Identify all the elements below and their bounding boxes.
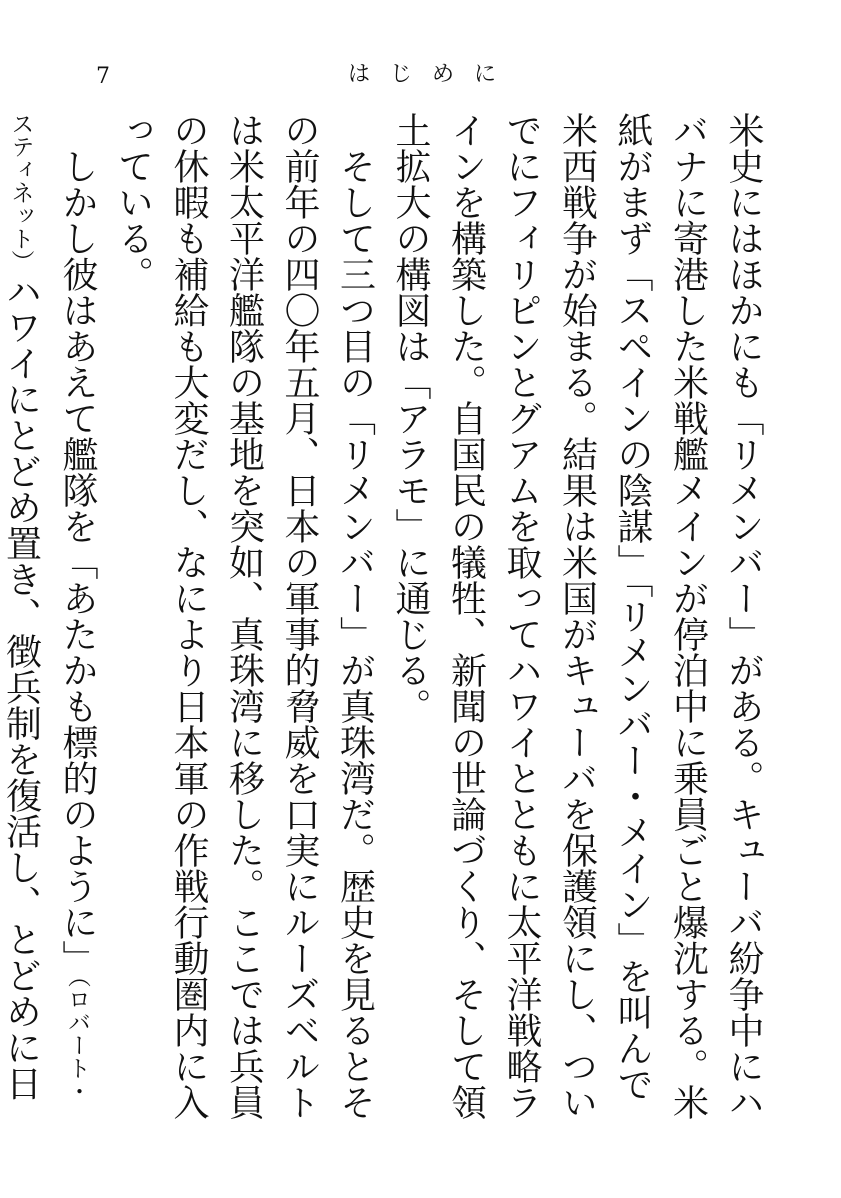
citation-text: （ロバート・スティネット） xyxy=(7,112,90,1103)
page-number: 7 xyxy=(96,64,110,89)
text-segment: そして三つ目の「リメンバー」が真珠湾だ。歴史を見るとその前年の四〇年五月、日本の軍事的脅威を口実にルーズベルトは米太平洋艦隊の基地を突如、真珠湾に移した。ここでは兵員の休暇も補給も大変だし、なにより日本軍の作戦行動圏内に入っている。 xyxy=(112,112,376,1120)
running-head: はじめに xyxy=(348,62,517,87)
body-text xyxy=(0,112,771,1122)
paragraph-p1 xyxy=(383,112,772,1122)
text-segment: しかし彼はあえて艦隊を「あたかも標的のように」 xyxy=(57,148,98,976)
text-segment: ハワイにとどめ置き、徴兵制を復活し、とどめに日 xyxy=(0,273,42,1101)
text-segment: が停泊中に乗員ごと爆沈する。米紙がまず「スペインの陰謀」「リメンバー・メイン」を叫んで米西戦争が始まる。結果は米国がキューバを保護領にし、ついでにフィリピンとグアムを取ってハワイとともに太平洋戦略ラインを構築した。自国民の犠牲、新聞の世論づくり、そして領土拡大の構図は「アラモ」に通じる。 xyxy=(390,112,709,1120)
paragraph-p2 xyxy=(105,112,383,1122)
text-segment: 米史にはほかにも「リメンバー」がある。キューバ紛争中にハバナに寄港した米戦艦メイン xyxy=(667,112,764,1120)
paragraph-p3 xyxy=(0,112,105,1122)
